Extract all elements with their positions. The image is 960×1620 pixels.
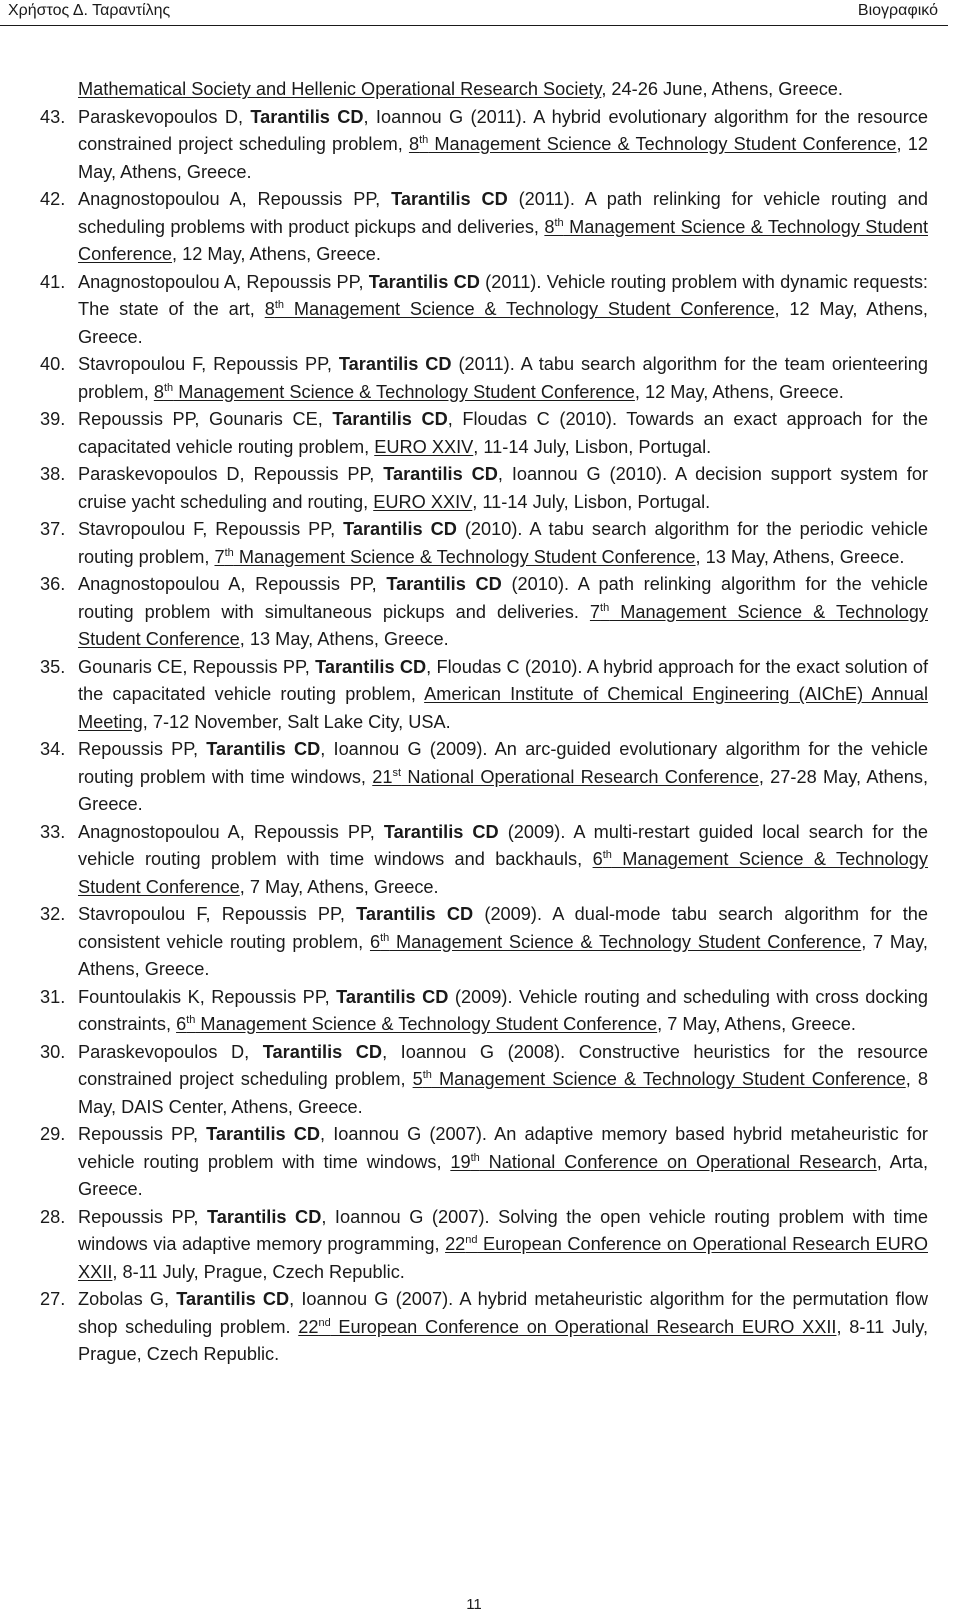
venue-text: Management Science & Technology Student Conference [431,1069,906,1089]
publication-entry [40,571,928,654]
venue-text: Management Science & Technology Student Conference [78,216,928,264]
entry-text [78,654,928,737]
conference-details: , 7 May, Athens, Greece. [657,1014,856,1034]
entry-title: , Ioannou G (2009). An arc-guided evolutionary algorithm for the vehicle routing problem with time windows, [78,739,928,787]
publication-entry [40,901,928,984]
entry-number: 40. [40,354,66,374]
entry-authors: Anagnostopoulou A, Repoussis PP, [78,574,387,594]
conference-details: , 8-11 July, Prague, Czech Republic. [112,1261,405,1282]
entry-text [78,1121,928,1204]
entry-authors: Zobolas G, [78,1289,177,1309]
venue-text: European Conference on Operational Research EURO XXII [78,1234,928,1282]
conference-venue [154,382,635,402]
publication-entry [40,1039,928,1122]
entry-highlight-author: Tarantilis CD [383,821,499,842]
entry-authors: Anagnostopoulou A, Repoussis PP, [78,271,369,292]
entry-highlight-author: Tarantilis CD [356,904,474,924]
entry-highlight-author: Tarantilis CD [343,519,457,539]
entry-text [78,736,928,819]
publication-list [40,76,928,1369]
conference-details: , 7 May, Athens, Greece. [239,876,439,897]
entry-highlight-author: Tarantilis CD [391,189,508,209]
entry-text [78,1286,928,1369]
publication-entry [40,461,928,516]
conference-details: , 12 May, Athens, Greece. [78,134,928,182]
entry-title: (2011). Vehicle routing problem with dynamic requests: The state of the art, [78,271,928,319]
venue-text: EURO XXIV [373,491,473,512]
conference-details: , 13 May, Athens, Greece. [695,546,905,567]
entry-number: 39. [40,409,66,429]
entry-authors: Repoussis PP, [78,1124,207,1144]
conference-details: , 27-28 May, Athens, Greece. [78,766,929,814]
entry-authors: Paraskevopoulos D, Repoussis PP, [78,464,384,484]
entry-authors: Repoussis PP, [78,1206,207,1227]
entry-highlight-author: Tarantilis CD [262,1041,383,1062]
page-number: 11 [466,1596,482,1613]
conference-details: , 7-12 November, Salt Lake City, USA. [142,711,451,732]
conference-venue [265,299,775,319]
entry-highlight-author: Tarantilis CD [250,106,364,127]
conference-venue [374,437,473,457]
entry-title: , Floudas C (2010). Towards an exact approach for the capacitated vehicle routing problem, [78,409,928,457]
entry-title: , Floudas C (2010). A hybrid approach for the exact solution of the capacitated vehicle routing problem, [78,656,928,704]
venue-text: Management Science & Technology Student Conference [389,931,862,952]
entry-authors: Stavropoulou F, Repoussis PP, [78,519,344,539]
entry-authors: Stavropoulou F, Repoussis PP, [78,354,339,374]
venue-text: 8 [408,134,420,154]
entry-highlight-author: Tarantilis CD [383,464,498,484]
ordinal-suffix: th [163,381,174,394]
ordinal-suffix: th [470,1151,480,1164]
continuation-entry [40,76,928,104]
entry-number: 43. [40,106,66,127]
entry-title: (2010). A tabu search algorithm for the periodic vehicle routing problem, [78,519,928,567]
entry-title: , Ioannou G (2008). Constructive heuristics for the resource constrained project scheduling problem, [78,1041,928,1089]
venue-text: 21 [372,766,393,787]
entry-highlight-author: Tarantilis CD [368,271,480,292]
entry-text [78,461,928,516]
entry-number [40,76,78,104]
venue-text: 7 [589,601,601,622]
entry-highlight-author: Tarantilis CD [332,409,448,429]
venue-text: 22 [298,1316,319,1337]
ordinal-suffix: th [554,216,564,229]
ordinal-suffix: nd [318,1316,331,1329]
venue-text: National Conference on Operational Research [479,1151,877,1172]
conference-details: , 12 May, Athens, Greece. [172,244,381,264]
venue-text: 7 [214,546,225,567]
publication-entry [40,516,928,571]
entry-authors: Gounaris CE, Repoussis PP, [78,656,316,677]
conference-details: , 13 May, Athens, Greece. [239,629,449,649]
publication-entry [40,1286,928,1369]
entry-number: 42. [40,189,66,209]
entry-text [78,1204,928,1287]
entry-number: 37. [40,519,66,539]
ordinal-suffix: th [224,546,234,559]
entry-text [78,1039,928,1122]
entry-authors: Anagnostopoulou A, Repoussis PP, [78,189,392,209]
venue-text: 22 [445,1234,466,1254]
entry-authors: Paraskevopoulos D, [78,106,251,127]
entry-text [78,516,928,571]
entry-text [78,571,928,654]
publication-entry [40,186,928,269]
venue-text: National Operational Research Conference [401,766,759,787]
entry-number: 29. [40,1124,66,1144]
ordinal-suffix: th [419,134,429,146]
entry-title: (2009). A multi-restart guided local search for the vehicle routing problem with time windows and backhauls, [78,821,928,869]
ordinal-suffix: th [422,1069,432,1081]
entry-authors: Repoussis PP, Gounaris CE, [78,409,333,429]
venue-text: Management Science & Technology Student Conference [78,849,928,897]
conference-venue [298,1317,836,1337]
venue-text: Management Science & Technology Student Conference [173,381,635,402]
entry-highlight-author: Tarantilis CD [206,1124,321,1144]
publication-entry [40,1204,928,1287]
entry-number: 34. [40,739,66,759]
entry-number: 41. [40,271,66,292]
conference-details: , 11-14 July, Lisbon, Portugal. [473,436,712,457]
venue-text: EURO XXIV [374,436,474,457]
conference-details: , 7 May, Athens, Greece. [78,931,928,979]
entry-text [78,104,928,187]
conference-venue [413,1069,906,1089]
entry-text [78,984,928,1039]
entry-highlight-author: Tarantilis CD [336,986,449,1007]
publication-entry [40,406,928,461]
publication-entry [40,104,928,187]
ordinal-suffix: nd [465,1234,478,1246]
entry-number: 32. [40,904,66,924]
venue-text: Management Science & Technology Student Conference [78,601,928,649]
conference-details: , 11-14 July, Lisbon, Portugal. [472,491,711,512]
ordinal-suffix: th [186,1014,196,1026]
entry-text [78,351,928,406]
publication-entry [40,351,928,406]
header-section-title: Βιογραφικό [857,2,938,19]
header-author: Χρήστος Δ. Ταραντίλης [8,2,171,19]
conference-venue [450,1152,876,1172]
entry-number: 35. [40,656,66,677]
entry-authors: Anagnostopoulou A, Repoussis PP, [78,821,384,842]
entry-text [78,901,928,984]
ordinal-suffix: th [274,299,285,311]
entry-title: (2011). A path relinking for vehicle routing and scheduling problems with product pickups and deliveries, [78,189,928,237]
entry-number: 36. [40,574,66,594]
venue-text: 19 [450,1151,471,1172]
entry-title: (2011). A tabu search algorithm for the team orienteering problem, [78,354,928,402]
conference-details: , Arta, Greece. [78,1151,928,1199]
venue-text: 8 [264,299,275,319]
conference-details: , 12 May, Athens, Greece. [634,381,844,402]
entry-title: , Ioannou G (2011). A hybrid evolutionary algorithm for the resource constrained project scheduling problem, [78,106,928,154]
entry-text [78,76,928,104]
venue-text: Management Science & Technology Student Conference [233,546,696,567]
conference-venue [409,134,897,154]
venue-text: 6 [176,1014,187,1034]
entry-number: 27. [40,1289,66,1309]
venue-text: 6 [592,849,603,869]
conference-venue [214,547,695,567]
entry-highlight-author: Tarantilis CD [386,574,502,594]
publication-entry [40,1121,928,1204]
venue-text: 6 [369,931,381,952]
publication-entry [40,819,928,902]
conference-venue: Mathematical Society and Hellenic Operational Research Society [78,79,602,99]
venue-text: Management Science & Technology Student Conference [428,134,897,154]
entry-highlight-author: Tarantilis CD [338,354,452,374]
conference-details: , 24-26 June, Athens, Greece. [601,79,843,99]
entry-title: , Ioannou G (2007). Solving the open vehicle routing problem with time windows via adaptive memory programming, [78,1206,928,1254]
venue-text: 8 [544,216,555,237]
entry-highlight-author: Tarantilis CD [315,656,427,677]
entry-title: (2009). Vehicle routing and scheduling with cross docking constraints, [78,986,928,1034]
entry-text [78,819,928,902]
conference-venue [373,492,472,512]
conference-venue [372,767,759,787]
header-divider [0,25,948,26]
entry-title: (2009). A dual-mode tabu search algorithm for the consistent vehicle routing problem, [78,904,928,952]
entry-highlight-author: Tarantilis CD [206,739,321,759]
entry-text [78,406,928,461]
entry-title: , Ioannou G (2010). A decision support system for cruise yacht scheduling and routing, [78,464,928,512]
entry-title: (2010). A path relinking algorithm for the vehicle routing problem with simultaneous pickups and deliveries. [78,574,928,622]
entry-number: 30. [40,1041,66,1062]
entry-number: 31. [40,986,66,1007]
venue-text: European Conference on Operational Research EURO XXII [330,1316,837,1337]
entry-authors: Fountoulakis K, Repoussis PP, [78,986,337,1007]
ordinal-suffix: th [602,849,612,861]
conference-venue [370,932,861,952]
publication-entry [40,269,928,352]
entry-number: 38. [40,464,66,484]
publication-entry [40,984,928,1039]
publication-entry [40,736,928,819]
venue-text: Management Science & Technology Student Conference [284,299,775,319]
venue-text: American Institute of Chemical Engineering (AIChE) Annual Meeting [78,684,928,732]
entry-authors: Stavropoulou F, Repoussis PP, [78,904,357,924]
entry-text [78,269,928,352]
entry-number: 33. [40,821,66,842]
entry-authors: Paraskevopoulos D, [78,1041,263,1062]
publication-entry [40,654,928,737]
venue-text: 5 [412,1069,423,1089]
conference-details: , 12 May, Athens, Greece. [78,299,928,347]
ordinal-suffix: th [380,931,390,944]
conference-details: , 8-11 July, Prague, Czech Republic. [78,1316,928,1364]
conference-venue [176,1014,657,1034]
entry-text [78,186,928,269]
entry-title: , Ioannou G (2007). An adaptive memory based hybrid metaheuristic for vehicle routing problem with time windows, [78,1124,928,1172]
conference-details: , 8 May, DAIS Center, Athens, Greece. [78,1069,928,1117]
ordinal-suffix: st [392,766,402,779]
venue-text: 8 [153,381,164,402]
entry-title: , Ioannou G (2007). A hybrid metaheuristic algorithm for the permutation flow shop scheduling problem. [78,1289,928,1337]
ordinal-suffix: th [600,601,610,614]
entry-highlight-author: Tarantilis CD [207,1206,322,1227]
entry-authors: Repoussis PP, [78,739,207,759]
entry-highlight-author: Tarantilis CD [176,1289,290,1309]
venue-text: Management Science & Technology Student Conference [195,1014,658,1034]
entry-number: 28. [40,1206,66,1227]
